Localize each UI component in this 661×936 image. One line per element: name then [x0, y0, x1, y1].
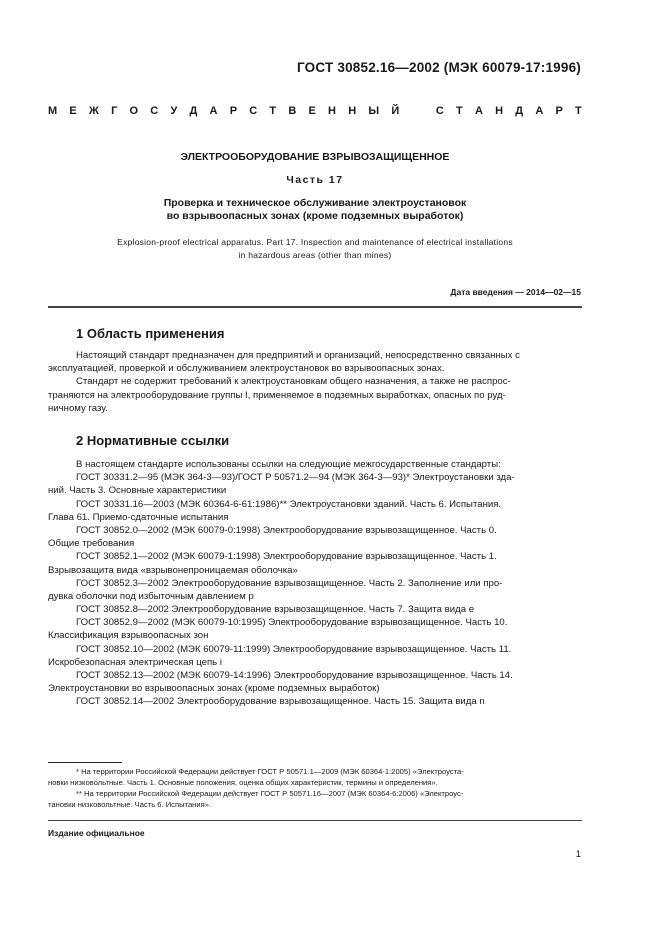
part-label: Часть 17: [286, 174, 344, 186]
banner-letter: Р: [555, 105, 563, 117]
reference-line: ГОСТ 30852.0—2002 (МЭК 60079-0:1998) Электрооборудование взрывозащищенное. Часть 0.: [76, 524, 497, 536]
reference-line: Электроустановки во взрывоопасных зонах (кроме подземных выработок): [48, 683, 380, 695]
reference-line: дувка оболочки под избыточным давлением р: [48, 590, 254, 602]
banner-letter: Д: [189, 105, 198, 117]
banner-letter: Т: [575, 105, 582, 117]
paragraph-line: эксплуатацией, проверкой и обслуживанием электроустановок во взрывоопасных зонах.: [48, 363, 445, 375]
banner-letter: Р: [229, 105, 238, 117]
interstate-standard-banner: [48, 105, 582, 117]
banner-letter: А: [474, 105, 483, 117]
banner-letter: С: [435, 105, 444, 117]
banner-letter: А: [535, 105, 544, 117]
reference-line: Общие требования: [48, 538, 135, 550]
banner-letter: С: [150, 105, 159, 117]
reference-line: ГОСТ 30852.9—2002 (МЭК 60079-10:1995) Электрооборудование взрывозащищенное. Часть 10.: [76, 617, 508, 629]
reference-line: Классификация взрывоопасных зон: [48, 630, 209, 642]
paragraph-line: траняются на электрооборудование группы I, применяемое в подземных выработках, опасных по руд-: [48, 389, 506, 401]
reference-line: Глава 61. Приемо-сдаточные испытания: [48, 511, 229, 523]
section-1-heading: 1 Область применения: [76, 326, 225, 341]
reference-line: ГОСТ 30331.2—95 (МЭК 364-3—93)/ГОСТ Р 50571.2—94 (МЭК 364-3—93)* Электроустановки зда-: [76, 472, 515, 484]
banner-letter: У: [170, 105, 178, 117]
banner-letter: Т: [456, 105, 463, 117]
banner-letter: М: [48, 105, 58, 117]
english-title-line: Explosion-proof electrical apparatus. Part 17. Inspection and maintenance of electrical installations: [117, 237, 513, 247]
section-2-body: [48, 458, 582, 709]
banner-letter: Н: [328, 105, 336, 117]
subtitle-line: во взрывоопасных зонах (кроме подземных выработок): [166, 210, 464, 222]
footnote-line: тановки низковольтные. Часть 6. Испытания».: [48, 800, 212, 809]
banner-letter: А: [209, 105, 218, 117]
reference-line: ГОСТ 30852.8—2002 Электрооборудование взрывозащищенное. Часть 7. Защита вида е: [76, 604, 475, 616]
banner-letter: Д: [515, 105, 524, 117]
banner-letter: Г: [111, 105, 118, 117]
reference-line: ГОСТ 30852.10—2002 (МЭК 60079-11:1999) Электрооборудование взрывозащищенное. Часть 11.: [76, 643, 512, 655]
header-divider: [48, 306, 582, 308]
reference-line: ГОСТ 30852.14—2002 Электрооборудование взрывозащищенное. Часть 15. Защита вида n: [76, 696, 485, 708]
banner-letter: Т: [269, 105, 277, 117]
document-code: ГОСТ 30852.16—2002 (МЭК 60079-17:1996): [297, 60, 581, 75]
section-1-body: [48, 349, 582, 415]
banner-letter: Е: [308, 105, 316, 117]
reference-line: Взрывозащита вида «взрывонепроницаемая оболочка»: [48, 564, 298, 576]
banner-letter: Н: [348, 105, 357, 117]
footnote-divider: [48, 762, 122, 763]
banner-letter: Й: [391, 105, 400, 117]
banner-letter: Ы: [368, 105, 380, 117]
reference-line: ГОСТ 30852.3—2002 Электрооборудование взрывозащищенное. Часть 2. Заполнение или про-: [76, 577, 503, 589]
banner-letter: Ж: [88, 105, 99, 117]
banner-letter: В: [288, 105, 297, 117]
subtitle-line: Проверка и техническое обслуживание электроустановок: [163, 197, 467, 209]
english-title: [48, 236, 582, 261]
standard-subtitle: [48, 197, 582, 223]
reference-line: ГОСТ 30331.16—2003 (МЭК 60364-6-61:1986)** Электроустановки зданий. Часть 6. Испытания.: [76, 498, 502, 510]
banner-letter: О: [129, 105, 139, 117]
banner-letter: Н: [495, 105, 504, 117]
reference-line: ний. Часть 3. Основные характеристики: [48, 485, 227, 497]
standard-title: ЭЛЕКТРООБОРУДОВАНИЕ ВЗРЫВОЗАЩИЩЕННОЕ: [180, 151, 450, 163]
paragraph-line: Стандарт не содержит требований к электроустановкам общего назначения, а также не распрос-: [76, 376, 511, 388]
footnote-line: новки низковольтные. Часть 1. Основные положения, оценка общих характеристик, термины и определения».: [48, 778, 438, 787]
section-2-heading: 2 Нормативные ссылки: [76, 433, 230, 448]
english-title-line: in hazardous areas (other than mines): [238, 249, 392, 260]
page-number: 1: [575, 849, 581, 860]
footer-divider: [48, 820, 582, 821]
reference-line: Искробезопасная электрическая цепь i: [48, 656, 222, 668]
footnote-line: * На территории Российской Федерации действует ГОСТ Р 50571.1—2009 (МЭК 60364-1:2005) «Электроуста-: [76, 767, 464, 776]
paragraph-line: ничному газу.: [48, 402, 108, 414]
introduction-date: Дата введения — 2014—02—15: [450, 287, 581, 297]
banner-letter: С: [249, 105, 258, 117]
paragraph-line: В настоящем стандарте использованы ссылки на следующие межгосударственные стандарты:: [76, 459, 501, 470]
footnote-line: ** На территории Российской Федерации действует ГОСТ Р 50571.16—2007 (МЭК 60364-6:2006) «Электроус-: [76, 789, 464, 798]
edition-label: Издание официальное: [48, 828, 145, 838]
paragraph-line: Настоящий стандарт предназначен для предприятий и организаций, непосредственно связанных с: [76, 350, 520, 361]
reference-line: ГОСТ 30852.13—2002 (МЭК 60079-14:1996) Электрооборудование взрывозащищенное. Часть 14.: [76, 670, 513, 681]
banner-letter: Е: [69, 105, 77, 117]
reference-line: ГОСТ 30852.1—2002 (МЭК 60079-1:1998) Электрооборудование взрывозащищенное. Часть 1.: [76, 551, 497, 563]
footnotes: [48, 766, 582, 810]
